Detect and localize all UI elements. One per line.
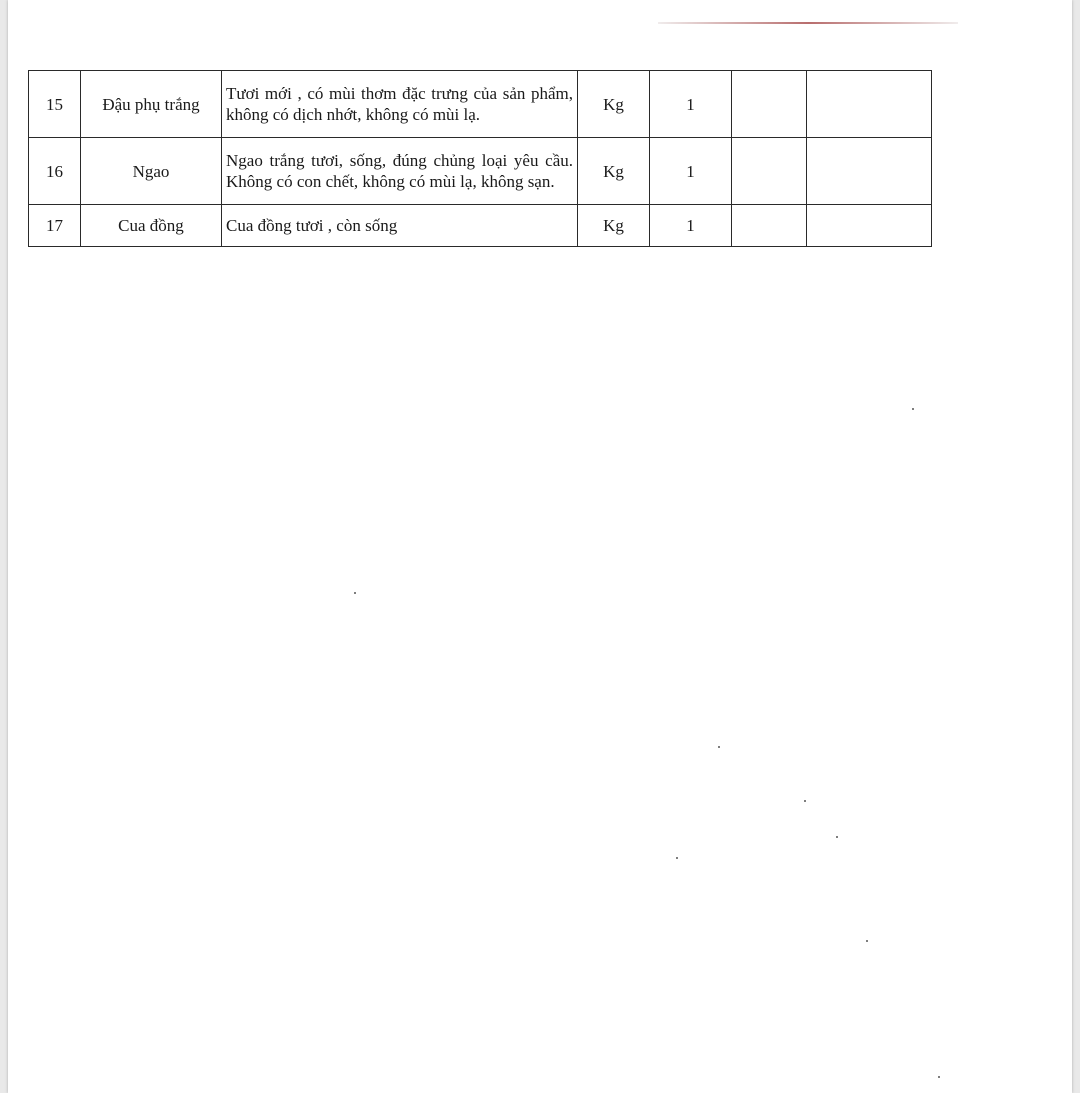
scan-speck [866, 940, 868, 942]
item-name: Ngao [81, 138, 222, 205]
scan-speck [938, 1076, 940, 1078]
table-row [29, 71, 932, 138]
table-row [29, 138, 932, 205]
document-page [8, 0, 1072, 1093]
item-name: Đậu phụ trắng [81, 71, 222, 138]
table-row [29, 205, 932, 247]
scan-speck [718, 746, 720, 748]
scan-speck [912, 408, 914, 410]
item-description: Tươi mới , có mùi thơm đặc trưng của sản phẩm, không có dịch nhớt, không có mùi lạ. [222, 71, 578, 138]
item-unit: Kg [578, 71, 650, 138]
item-quantity: 1 [650, 205, 732, 247]
empty-cell [807, 138, 932, 205]
top-rule-line [658, 22, 958, 24]
item-description: Cua đồng tươi , còn sống [222, 205, 578, 247]
scan-speck [354, 592, 356, 594]
empty-cell [732, 205, 807, 247]
empty-cell [732, 71, 807, 138]
scan-speck [676, 857, 678, 859]
item-unit: Kg [578, 205, 650, 247]
scan-speck [836, 836, 838, 838]
empty-cell [807, 71, 932, 138]
item-quantity: 1 [650, 138, 732, 205]
item-name: Cua đồng [81, 205, 222, 247]
row-number: 15 [29, 71, 81, 138]
product-table [28, 70, 932, 247]
item-description: Ngao trắng tươi, sống, đúng chủng loại yêu cầu. Không có con chết, không có mùi lạ, không sạn. [222, 138, 578, 205]
item-unit: Kg [578, 138, 650, 205]
item-quantity: 1 [650, 71, 732, 138]
scan-speck [804, 800, 806, 802]
empty-cell [807, 205, 932, 247]
row-number: 16 [29, 138, 81, 205]
row-number: 17 [29, 205, 81, 247]
empty-cell [732, 138, 807, 205]
